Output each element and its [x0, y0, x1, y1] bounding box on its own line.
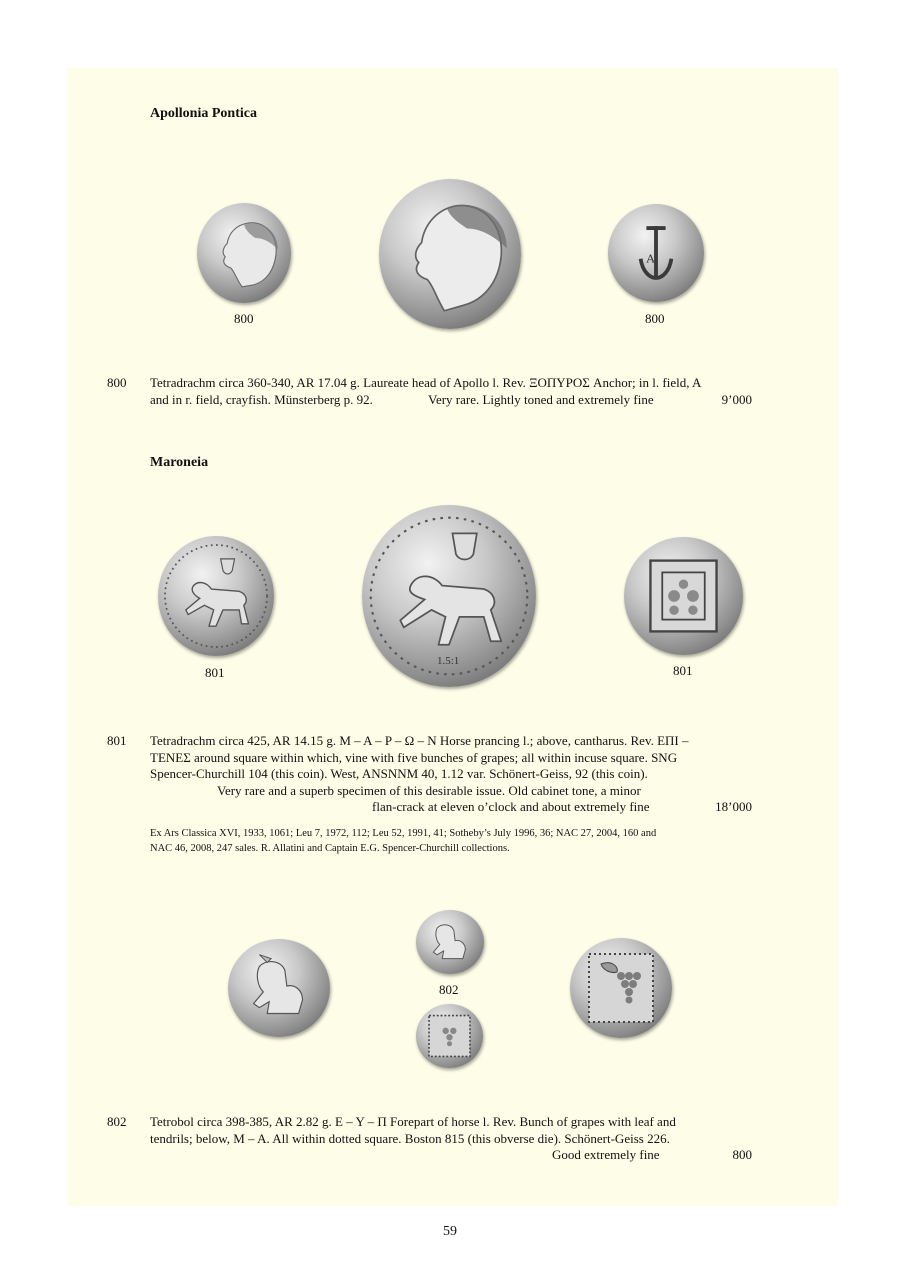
lot-801-description — [150, 733, 752, 783]
lot-801-condition-line-2: flan-crack at eleven o’clock and about extremely fine — [372, 799, 650, 814]
lot-number-802: 802 — [107, 1114, 127, 1129]
image-label-801-left: 801 — [205, 665, 225, 680]
image-label-802: 802 — [439, 982, 459, 997]
horse-prancing-icon — [158, 536, 274, 656]
coin-802-obverse-enlarged-image — [228, 939, 330, 1037]
scale-mark: 1.5:1 — [437, 655, 460, 667]
page-number: 59 — [443, 1224, 457, 1239]
anchor-icon — [608, 204, 704, 302]
coin-802-reverse-image — [416, 1004, 483, 1068]
coin-801-obverse-image — [158, 536, 274, 656]
lot-800-condition: Very rare. Lightly toned and extremely fine — [428, 391, 654, 407]
image-label-801-right: 801 — [673, 663, 693, 678]
lot-801-condition-line-1: Very rare and a superb specimen of this desirable issue. Old cabinet tone, a minor — [217, 782, 641, 798]
provenance-line-2: NAC 46, 2008, 247 sales. R. Allatini and Captain E.G. Spencer-Churchill collections. — [150, 843, 510, 854]
lot-800-line-2: and in r. field, crayfish. Münsterberg p. 92. — [150, 391, 373, 407]
apollo-head-icon — [197, 203, 291, 303]
image-label-800-left: 800 — [234, 311, 254, 326]
lot-800-price: 9’000 — [721, 391, 752, 407]
lot-802-description — [150, 1114, 752, 1147]
lot-801-line-2: ΤΕΝΕΣ around square within which, vine with five bunches of grapes; all within incuse square. SNG — [150, 749, 678, 765]
grape-bunch-small-icon — [416, 1004, 483, 1068]
vine-square-icon — [624, 537, 743, 655]
lot-802-condition: Good extremely fine — [552, 1147, 660, 1162]
coin-800-reverse-image — [608, 204, 704, 302]
lot-800-line-1: Tetradrachm circa 360-340, AR 17.04 g. Laureate head of Apollo l. Rev. ΞΟΠΥΡΟΣ Anchor; in l. field, A — [150, 375, 702, 390]
coin-800-obverse-enlarged-image — [379, 179, 521, 329]
lot-802-line-2: tendrils; below, M – A. All within dotted square. Boston 815 (this obverse die). Schönert-Geiss 226. — [150, 1130, 670, 1146]
coin-802-reverse-enlarged-image — [570, 938, 672, 1038]
section-heading-apollonia: Apollonia Pontica — [150, 106, 257, 121]
lot-801-price: 18’000 — [715, 799, 752, 814]
grape-bunch-icon — [570, 938, 672, 1038]
image-label-800-right: 800 — [645, 311, 665, 326]
horse-forepart-small-icon — [416, 910, 484, 974]
apollo-head-enlarged-icon — [379, 179, 521, 329]
coin-801-reverse-image — [624, 537, 743, 655]
lot-number-800: 800 — [107, 375, 127, 390]
lot-801-provenance — [150, 826, 755, 856]
svg-text:A: A — [646, 251, 655, 266]
provenance-line-1: Ex Ars Classica XVI, 1933, 1061; Leu 7, 1972, 112; Leu 52, 1991, 41; Sotheby’s July 1996, 36; NAC 27, 2004, 160 and — [150, 828, 657, 839]
lot-802-line-1: Tetrobol circa 398-385, AR 2.82 g. E – Y – Π Forepart of horse l. Rev. Bunch of grapes with leaf and — [150, 1114, 676, 1129]
coin-800-obverse-image — [197, 203, 291, 303]
lot-802-price: 800 — [732, 1147, 752, 1162]
horse-forepart-icon — [228, 939, 330, 1037]
lot-801-line-1: Tetradrachm circa 425, AR 14.15 g. M – A – P – Ω – N Horse prancing l.; above, cantharus. Rev. ΕΠΙ – — [150, 733, 689, 748]
lot-number-801: 801 — [107, 733, 127, 748]
coin-802-obverse-image — [416, 910, 484, 974]
section-heading-maroneia: Maroneia — [150, 455, 209, 470]
lot-801-line-3: Spencer-Churchill 104 (this coin). West, ANSNNM 40, 1.12 var. Schönert-Geiss, 92 (this coin). — [150, 766, 648, 781]
